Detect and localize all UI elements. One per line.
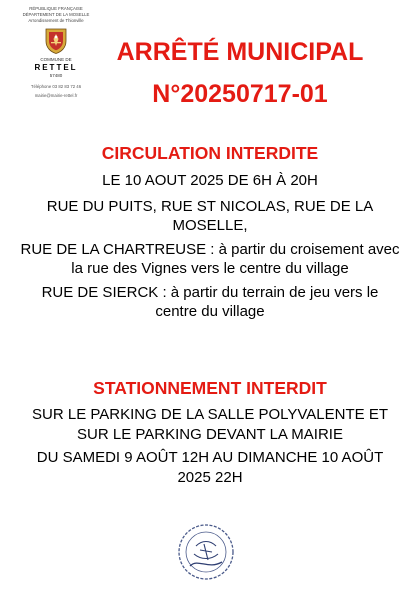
circulation-section — [20, 142, 400, 322]
circulation-date: LE 10 AOUT 2025 DE 6H À 20H — [102, 172, 318, 189]
stationnement-location: SUR LE PARKING DE LA SALLE POLYVALENTE ET SUR LE PARKING DEVANT LA MAIRIE — [32, 406, 388, 443]
postal-code: 57480 — [49, 72, 63, 78]
stationnement-period: DU SAMEDI 9 AOÛT 12H AU DIMANCHE 10 AOÛT 2025 22H — [36, 449, 384, 486]
stationnement-heading: STATIONNEMENT INTERDIT — [93, 378, 327, 398]
circulation-streets-3: RUE DE SIERCK : à partir du terrain de jeu vers le centre du village — [41, 283, 379, 320]
phone-text: Téléphone 03 82 83 72 46 — [30, 83, 82, 89]
official-stamp-icon — [176, 522, 236, 582]
stationnement-section — [20, 377, 400, 487]
arrondissement-text: Arrondissement de Thionville — [28, 18, 84, 23]
circulation-heading: CIRCULATION INTERDITE — [101, 143, 319, 163]
decree-title: ARRÊTÉ MUNICIPAL — [116, 38, 364, 66]
decree-number: N°20250717-01 — [152, 80, 328, 108]
republic-text: RÉPUBLIQUE FRANÇAISE — [29, 6, 83, 11]
email-text: mairie@mairie-rettel.fr — [34, 92, 78, 98]
commune-name: RETTEL — [34, 62, 78, 72]
commune-label: COMMUNE DE — [40, 57, 72, 62]
circulation-streets-2: RUE DE LA CHARTREUSE : à partir du croisement avec la rue des Vignes vers le centre du village — [20, 240, 400, 277]
circulation-streets-1: RUE DU PUITS, RUE ST NICOLAS, RUE DE LA MOSELLE, — [46, 197, 374, 234]
department-text: DÉPARTEMENT DE LA MOSELLE — [22, 12, 90, 17]
coat-of-arms-icon — [45, 28, 67, 54]
